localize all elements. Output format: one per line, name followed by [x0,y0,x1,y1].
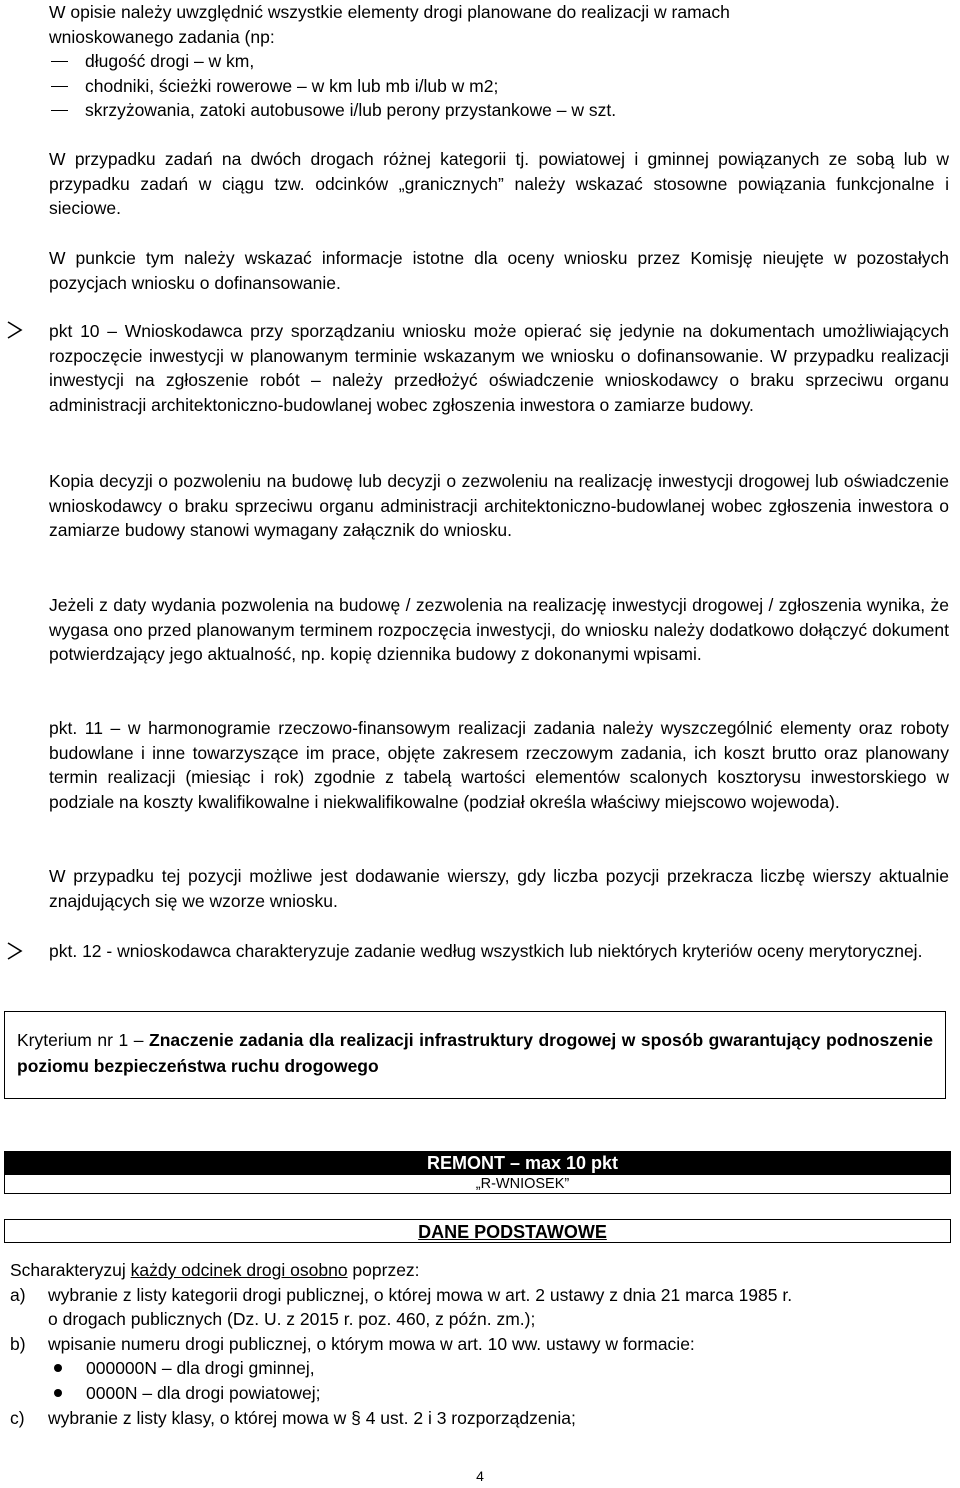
intro-block [49,0,949,123]
criterion-box [4,1011,946,1099]
paragraph-kopia [49,469,949,543]
paragraph-pkt12 [49,939,949,964]
arrow-bullet-icon [7,942,23,960]
paragraph-two-roads [49,147,949,221]
paragraph-info [49,246,949,295]
list-text: wybranie z listy kategorii drogi publicznej, o której mowa w art. 2 ustawy z dnia 21 marca 1985 r. [48,1284,793,1305]
paragraph-text: pkt 10 – Wnioskodawca przy sporządzaniu wniosku może opierać się jedynie na dokumentach umożliwiających rozpoczęcie inwestycji w planowanym terminie wskazanym we wniosku o dofinansowanie. W przypadku realizacji inwestycji na zgłoszenie robót – należy przedłożyć oświadczenie wnioskodawcy o braku sprzeciwu organu administracji architektoniczno-budowlanej wobec zgłoszenia inwestora o zamiarze budowy. [49,321,949,415]
bullet-item: 000000N – dla drogi gminnej, [10,1356,950,1381]
list-item-a [10,1283,950,1308]
intro-dash-item: skrzyżowania, zatoki autobusowe i/lub perony przystankowe – w szt. [49,98,949,123]
list-text: wybranie z listy klasy, o której mowa w § 4 ust. 2 i 3 rozporządzenia; [48,1407,576,1428]
intro-dash-item: chodniki, ścieżki rowerowe – w km lub mb i/lub w m2; [49,74,949,99]
criterion-prefix: Kryterium nr 1 – [17,1030,150,1050]
form-code-label: „R-WNIOSEK” [4,1174,951,1194]
basic-data-instructions [10,1258,950,1430]
list-label: a) [10,1284,26,1305]
intro-line-2: wnioskowanego zadania (np: [49,26,275,47]
intro-dash-item: długość drogi – w km, [49,49,949,74]
list-item-a-cont: o drogach publicznych (Dz. U. z 2015 r. poz. 460, z późn. zm.); [48,1309,536,1330]
paragraph-pkt11 [49,716,949,814]
list-item-c [10,1406,950,1431]
paragraph-text: Jeżeli z daty wydania pozwolenia na budowę / zezwolenia na realizację inwestycji drogowej / zgłoszenia wynika, że wygasa ono przed planowanym terminem rozpoczęcia inwestycji, do wniosku należy dodatkowo dołączyć dokument potwierdzający jego aktualność, np. kopię dziennika budowy z dokonanymi wpisami. [49,595,949,665]
criterion-title: Znaczenie zadania dla realizacji infrastruktury drogowej w sposób gwarantujący podnoszenie poziomu bezpieczeństwa ruchu drogowego [17,1030,933,1076]
paragraph-pkt10 [49,319,949,417]
paragraph-text: pkt. 11 – w harmonogramie rzeczowo-finansowym realizacji zadania należy wyszczególnić elementy oraz roboty budowlane i inne towarzyszące im prace, objęte zakresem rzeczowym zadania, ich koszt brutto oraz planowany termin realizacji (miesiąc i rok) zgodnie z tabelą wartości elementów scalonych kosztorysu inwestorskiego w podziale na koszty kwalifikowalne i niekwalifikowalne (podział określa właściwy miejscowo wojewoda). [49,718,949,812]
paragraph-text: W przypadku tej pozycji możliwe jest dodawanie wierszy, gdy liczba pozycji przekracza liczbę wierszy aktualnie znajdujących się we wzorze wniosku. [49,866,949,911]
section-title: DANE PODSTAWOWE [4,1219,951,1243]
page-number: 4 [476,1468,484,1484]
list-item-b [10,1332,950,1357]
paragraph-wiersze [49,864,949,913]
list-text: wpisanie numeru drogi publicznej, o którym mowa w art. 10 ww. ustawy w formacie: [48,1333,695,1354]
intro-text: poprzez: [347,1260,420,1280]
paragraph-jezeli [49,593,949,667]
intro-line-1: W opisie należy uwzględnić wszystkie elementy drogi planowane do realizacji w ramach [49,2,730,22]
intro-underlined: każdy odcinek drogi osobno [130,1260,348,1280]
bullet-item: 0000N – dla drogi powiatowej; [10,1381,950,1406]
intro-text: Scharakteryzuj [10,1260,131,1280]
list-label: c) [10,1407,25,1428]
paragraph-text: pkt. 12 - wnioskodawca charakteryzuje zadanie według wszystkich lub niektórych kryteriów oceny merytorycznej. [49,941,923,961]
arrow-bullet-icon [7,321,23,339]
paragraph-text: W punkcie tym należy wskazać informacje istotne dla oceny wniosku przez Komisję nieujęte w pozostałych pozycjach wniosku o dofinansowanie. [49,248,949,293]
paragraph-text: Kopia decyzji o pozwoleniu na budowę lub decyzji o zezwoleniu na realizację inwestycji drogowej lub oświadczenie wnioskodawcy o braku sprzeciwu organu administracji architektoniczno-budowlanej wobec zgłoszenia inwestora o zamiarze budowy stanowi wymagany załącznik do wniosku. [49,471,949,541]
paragraph-text: W przypadku zadań na dwóch drogach różnej kategorii tj. powiatowej i gminnej powiązanych ze sobą lub w przypadku zadań w ciągu tzw. odcinków „granicznych” należy wskazać stosowne powiązania funkcjonalne i sieciowe. [49,149,949,219]
instructions-intro [10,1258,950,1283]
list-label: b) [10,1333,26,1354]
remont-header: REMONT – max 10 pkt [4,1151,951,1174]
